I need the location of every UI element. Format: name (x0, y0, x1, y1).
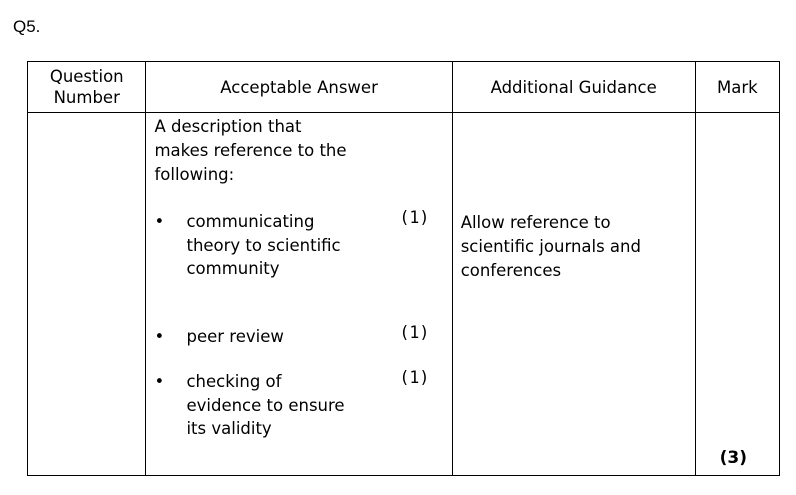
mark-cell (695, 113, 779, 476)
answer-point-mark: (1) (399, 368, 430, 387)
answer-point-text: peer review (186, 327, 284, 346)
additional-guidance-cell (452, 113, 695, 476)
answer-point-text: checking of evidence to ensure its validity (186, 372, 345, 438)
header-acceptable-answer: Acceptable Answer (146, 62, 452, 113)
question-label: Q5. (13, 17, 41, 36)
mark-scheme-table (27, 61, 780, 476)
answer-row (28, 113, 780, 476)
bullet-icon: • (154, 212, 165, 231)
header-row (28, 62, 780, 113)
bullet-icon: • (154, 327, 165, 346)
acceptable-answer-cell (146, 113, 452, 476)
guidance-text: Allow reference to scientific journals and conferences (460, 213, 641, 280)
question-number-cell (28, 113, 146, 476)
answer-point-mark: (1) (399, 323, 430, 342)
bullet-icon: • (154, 372, 165, 391)
answer-point-mark: (1) (399, 208, 430, 227)
total-mark: (3) (719, 448, 748, 468)
answer-point-text: communicating theory to scientific community (186, 212, 341, 278)
header-additional-guidance: Additional Guidance (452, 62, 695, 113)
answer-intro: A description that makes reference to the following: (154, 117, 347, 184)
header-question-number: Question Number (28, 62, 146, 113)
header-mark: Mark (695, 62, 779, 113)
